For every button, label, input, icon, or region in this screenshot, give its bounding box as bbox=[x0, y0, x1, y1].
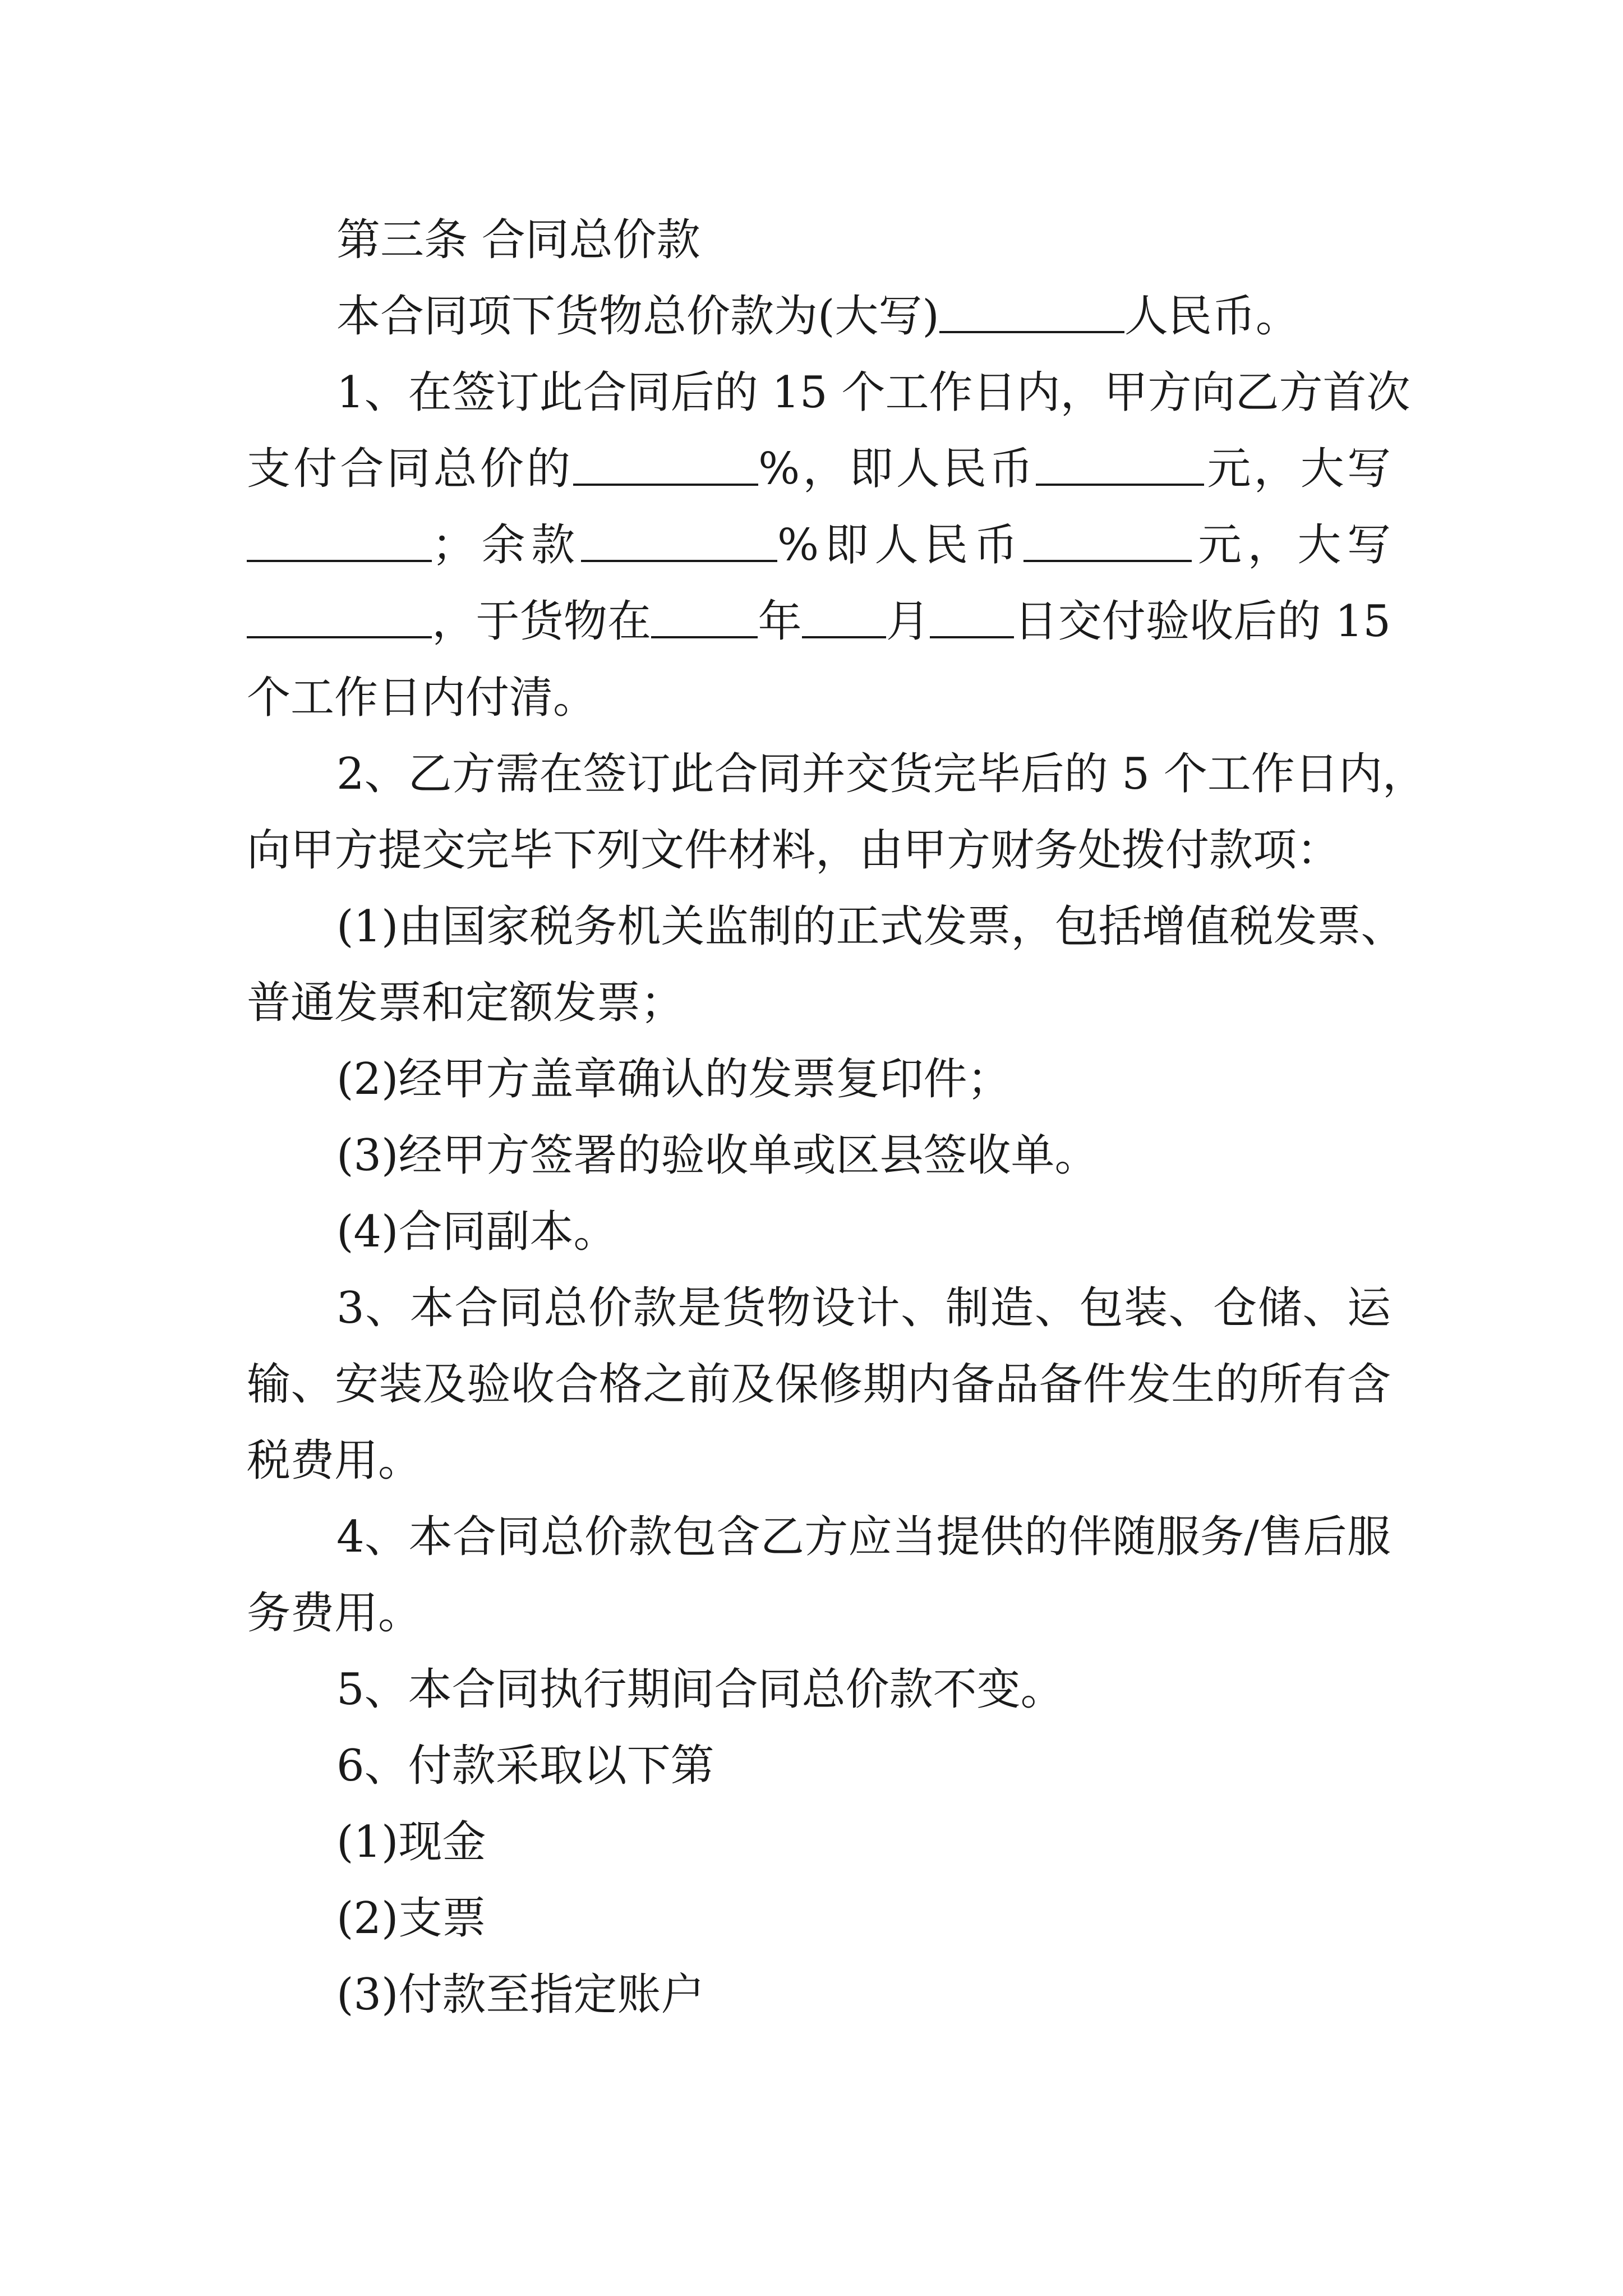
clause-1-text-d: ；余款 bbox=[432, 520, 581, 570]
clause-3-line-3: 税费用。 bbox=[247, 1435, 422, 1486]
clause-1-text-c: 元，大写 bbox=[1204, 444, 1391, 494]
payment-clause-6: 6、付款采取以下第 bbox=[336, 1741, 714, 1791]
blank-year[interactable] bbox=[651, 597, 758, 638]
clause-1-text-f: 元，大写 bbox=[1192, 520, 1391, 570]
total-price-text: 本合同项下货物总价款为(大写) bbox=[336, 291, 939, 342]
clause-1-text-e: %即人民币 bbox=[777, 520, 1024, 570]
payment-clause-1 bbox=[247, 355, 1410, 736]
clause-1-text-month: 月 bbox=[886, 596, 930, 647]
blank-month[interactable] bbox=[802, 597, 886, 638]
clause-1-line-4 bbox=[247, 583, 1391, 660]
clause-1-text-a: 支付合同总价的 bbox=[247, 444, 574, 494]
document-list-item-2: (2)经甲方盖章确认的发票复印件； bbox=[336, 1054, 1011, 1105]
clause-3-line-1: 3、本合同总价款是货物设计、制造、包装、仓储、运 bbox=[336, 1283, 1391, 1333]
clause-1-text-b: %，即人民币 bbox=[758, 444, 1036, 494]
blank-balance-percent[interactable] bbox=[581, 521, 777, 562]
payment-clause-2 bbox=[247, 736, 1426, 889]
clause-1-line-5: 个工作日内付清。 bbox=[247, 673, 597, 723]
document-list-item-3: (3)经甲方签署的验收单或区县签收单。 bbox=[336, 1130, 1099, 1181]
clause-2-line-2: 向甲方提交完毕下列文件材料，由甲方财务处拨付款项： bbox=[247, 825, 1341, 876]
payment-clause-3 bbox=[247, 1270, 1391, 1499]
clause-1-line-3 bbox=[247, 507, 1391, 583]
clause-3-line-2: 输、安装及验收合格之前及保修期内备品备件发生的所有含 bbox=[247, 1359, 1391, 1410]
blank-first-amount-words[interactable] bbox=[247, 521, 432, 562]
blank-first-percent[interactable] bbox=[573, 444, 758, 486]
blank-balance-amount[interactable] bbox=[1023, 521, 1192, 562]
clause-1-text-year: 年 bbox=[758, 596, 802, 647]
document-page bbox=[247, 202, 1426, 2033]
payment-clause-5: 5、本合同执行期间合同总价款不变。 bbox=[336, 1664, 1064, 1715]
clause-1-line-2 bbox=[247, 431, 1391, 507]
total-price-unit: 人民币。 bbox=[1124, 291, 1299, 342]
blank-first-amount[interactable] bbox=[1036, 444, 1204, 486]
payment-method-2: (2)支票 bbox=[336, 1893, 486, 1944]
payment-clause-4 bbox=[247, 1499, 1391, 1651]
clause-4-line-2: 务费用。 bbox=[247, 1588, 422, 1639]
blank-balance-amount-words[interactable] bbox=[247, 597, 432, 638]
blank-total-amount[interactable] bbox=[939, 292, 1124, 333]
article-heading bbox=[247, 202, 1391, 278]
doc-item-1-line-2: 普通发票和定额发票； bbox=[247, 978, 685, 1028]
clause-4-line-1: 4、本合同总价款包含乙方应当提供的伴随服务/售后服 bbox=[336, 1512, 1391, 1562]
total-price-paragraph bbox=[247, 278, 1391, 355]
document-list-item-4: (4)合同副本。 bbox=[336, 1207, 617, 1257]
article-heading-text: 第三条 合同总价款 bbox=[336, 215, 700, 265]
payment-method-3: (3)付款至指定账户 bbox=[336, 1970, 705, 2020]
blank-day[interactable] bbox=[930, 597, 1014, 638]
clause-1-line-1: 1、在签订此合同后的 15 个工作日内，甲方向乙方首次 bbox=[336, 367, 1410, 418]
payment-method-1: (1)现金 bbox=[336, 1817, 486, 1867]
clause-1-text-day: 日交付验收后的 15 bbox=[1014, 596, 1391, 647]
doc-item-1-line-1: (1)由国家税务机关监制的正式发票，包括增值税发票、 bbox=[336, 901, 1405, 952]
clause-2-line-1: 2、乙方需在签订此合同并交货完毕后的 5 个工作日内， bbox=[336, 749, 1426, 799]
document-list-item-1 bbox=[247, 889, 1405, 1041]
clause-1-text-g: ，于货物在 bbox=[432, 596, 652, 647]
